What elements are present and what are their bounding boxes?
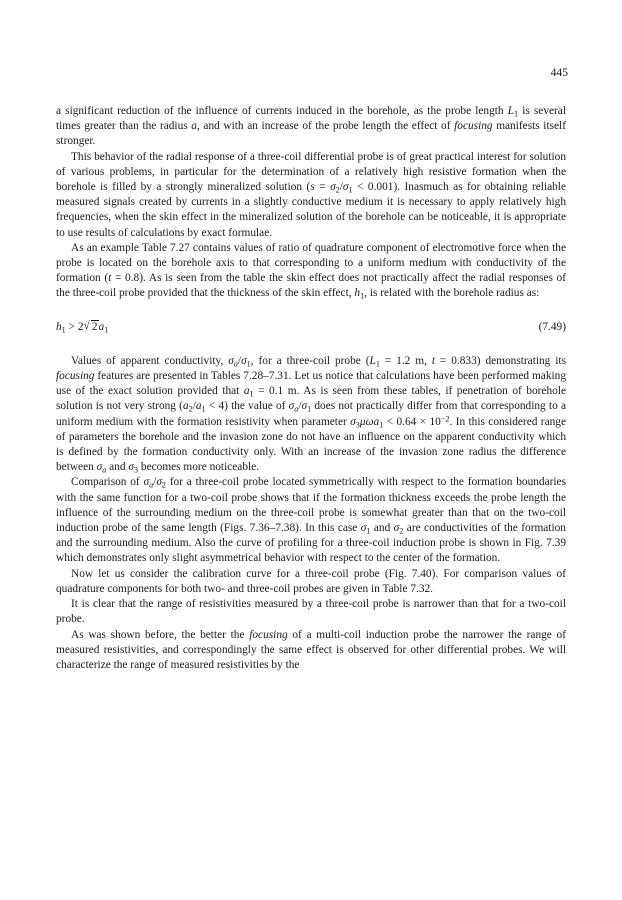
paragraph-5: Comparison of $\sigma_a/\sigma_2$ for a three-coil probe located symmetrically with respect to the formation boundaries with the same function for a two-coil probe shows that if the formation thickness exceeds the probe length the influence of the surrounding medium on the three-coil probe is somewhat greater than that on the two-coil induction probe of the same length (Figs. 7.36–7.38). In this case $\sigma_1$ and $\sigma_2$ are conductivities of the formation and the surrounding medium. Also the curve of profiling for a three-coil induction probe is shown in Fig. 7.39 which demonstrates only slight asymmetrical behavior with respect to the center of the formation. [56, 476, 567, 565]
paragraph-1: a significant reduction of the influence of currents induced in the borehole, as the probe length $L_1$ is several times greater than the radius a, and with an increase of the probe length the effect of focusing manifests itself stronger. [56, 105, 566, 148]
paragraph-8: As was shown before, the better the focusing of a multi-coil induction probe the narrower the range of measured resistivities, and correspondingly the same effect is observed for other differential probes. We will characterize the range of measured resistivities by the [56, 628, 566, 671]
paragraph-3: As an example Table 7.27 contains values of ratio of quadrature component of electromotive force when the probe is located on the borehole axis to that corresponding to a uniform medium with conductivity of the formation (t = 0.8). As is seen from the table the skin effect does not practically affect the radial responses of the three-coil probe provided that the thickness of the skin effect, $h_1$, is related with the borehole radius as: [56, 241, 566, 301]
paragraph-6: Now let us consider the calibration curve for a three-coil probe (Fig. 7.40). For comparison values of quadrature components for both two- and three-coil probes are given in Table 7.32. [56, 567, 566, 595]
equation-number: (7.49) [538, 320, 566, 333]
emphasis: focusing [56, 370, 95, 383]
equation-expression: $h_1 > 2√$ $2a_1$ [56, 320, 108, 335]
equation-7-49 [56, 320, 566, 335]
paragraph-7: It is clear that the range of resistivities measured by a three-coil probe is narrower than that for a two-coil probe. [56, 598, 566, 626]
page-body [56, 104, 566, 673]
paragraph-4: Values of apparent conductivity, $\sigma_a/\sigma_1$, for a three-coil probe ($L_1 = 1.2$ m, t = 0.833) demonstrating its focusing features are presented in Tables 7.28–7.31. Let us notice that calculations have been performed making use of the exact solution provided that $a_1 = 0.1$ m. As is seen from these tables, if penetration of borehole solution is not very strong $(a_2/a_1 < 4)$ the value of $\sigma_a/\sigma_1$ does not practically differ from that corresponding to a uniform medium with the formation resistivity when parameter $\sigma_3\mu\omega a_1 < 0.64 \times 10^{-2}$. In this considered range of parameters the borehole and the invasion zone do not have an influence on the apparent conductivity which is defined by the formation conductivity only. With an increase of the invasion zone radius the difference between $\sigma_a$ and $\sigma_3$ becomes more noticeable. [56, 354, 567, 475]
page-number: 445 [550, 66, 568, 79]
paragraph-2: This behavior of the radial response of a three-coil differential probe is of great practical interest for solution of various problems, in particular for the determination of a relatively high resistive formation when the borehole is filled by a strongly mineralized solution $(s = \sigma_2/\sigma_1 < 0.001)$. Inasmuch as for obtaining reliable measured signals created by currents in a slightly conductive medium it is necessary to apply relatively high frequencies, when the skin effect in the mineralized solution of the borehole can be noticeable, it is appropriate to use results of calculations by exact formulae. [56, 150, 566, 239]
emphasis: focusing [249, 628, 288, 641]
emphasis: focusing [454, 120, 493, 133]
